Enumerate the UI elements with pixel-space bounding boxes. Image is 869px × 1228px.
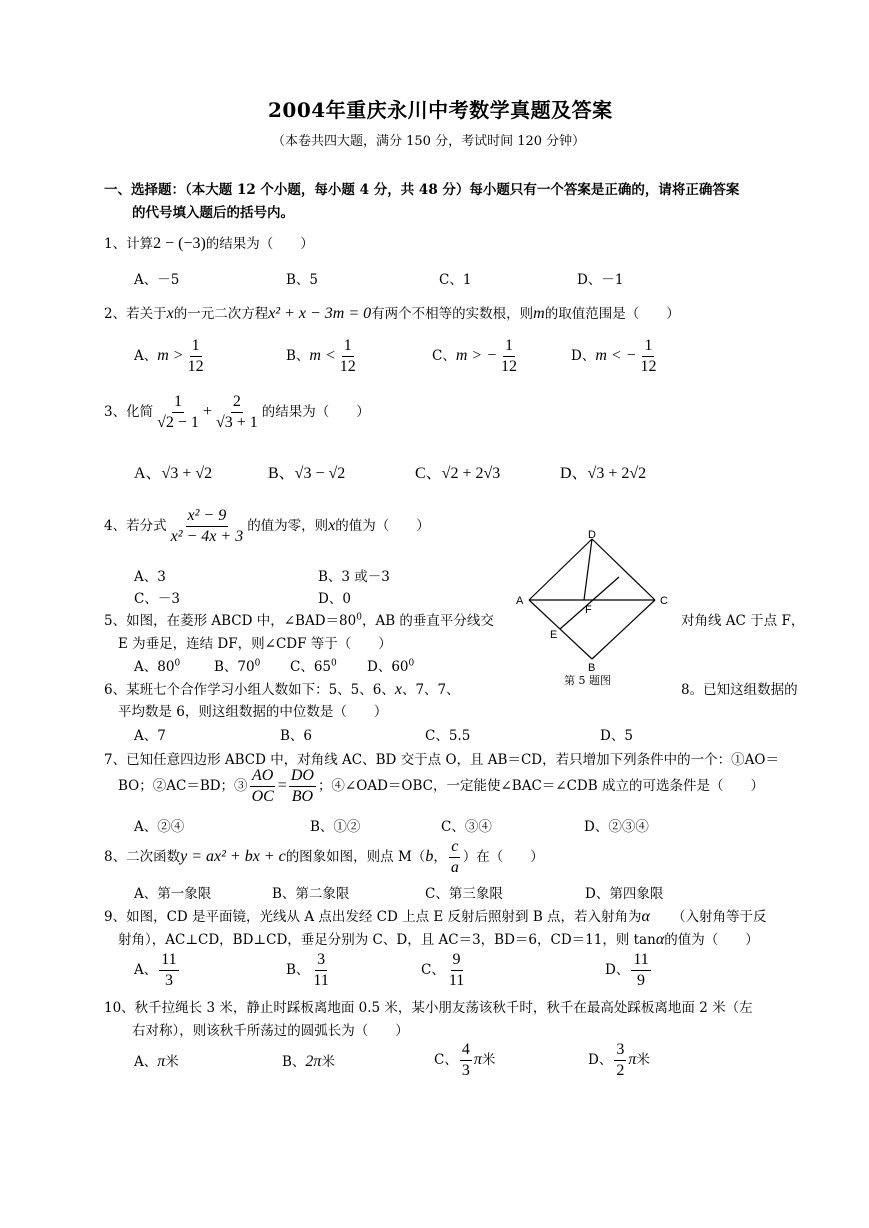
q4-numerator: x² − 9 <box>186 506 229 527</box>
q10d-expr: π <box>628 1051 637 1068</box>
side-cb <box>592 600 655 659</box>
q9a-numerator: 11 <box>159 950 178 971</box>
exam-subtitle: （本卷共四大题，满分 150 分，考试时间 120 分钟） <box>272 134 586 149</box>
q7-text-a: BO；②AC＝BD；③ <box>118 778 248 794</box>
q2a-relation: m > <box>157 347 184 364</box>
q3d-text: D、√3 + 2√2 <box>560 465 647 482</box>
q9-option-c <box>421 950 468 991</box>
q4-prefix: 4、若分式 <box>104 518 167 534</box>
q9-alpha-2: α <box>655 931 665 948</box>
q9d-label: D、 <box>605 962 630 978</box>
question-9-line1 <box>104 905 766 926</box>
q1-option-b: B、5 <box>286 272 319 288</box>
q2-option-c <box>432 336 521 377</box>
q10b-expr: 2π <box>305 1053 322 1070</box>
q7-equals: = <box>277 777 287 794</box>
q8-middle: 的图象如图，则点 M（ <box>285 849 426 865</box>
question-8 <box>104 837 544 878</box>
q5a-text: A、80 <box>134 659 175 675</box>
q2d-relation: m < − <box>595 347 637 364</box>
label-f: F <box>585 604 592 616</box>
segment-df <box>584 539 592 600</box>
q3-option-c <box>415 460 500 483</box>
q10c-numerator: 4 <box>460 1040 472 1061</box>
q2-option-a <box>134 336 208 377</box>
question-5-line2: E 为垂足，连结 DF，则∠CDF 等于（ ） <box>118 636 392 652</box>
q7-text-b: ；④∠OAD＝OBC，一定能使∠BAC＝∠CDB 成立的可选条件是（ ） <box>317 778 764 794</box>
q3-suffix: 的结果为（ ） <box>261 404 370 420</box>
q1-suffix: 的结果为（ ） <box>205 236 314 252</box>
q10d-unit: 米 <box>636 1052 650 1068</box>
q2-text-2: 的一元二次方程 <box>173 306 269 322</box>
q4-option-a: A、3 <box>134 569 166 585</box>
q2a-denominator: 12 <box>187 358 204 375</box>
q2-var-m: m <box>533 305 545 322</box>
q7-option-b: B、①② <box>310 819 361 835</box>
figure-caption: 第 5 题图 <box>564 674 611 687</box>
label-c: C <box>660 595 668 607</box>
q8-prefix: 8、二次函数 <box>104 849 181 865</box>
q5-option-d <box>367 655 414 675</box>
q6-var-x: x <box>394 681 402 698</box>
q9b-label: B、 <box>286 962 310 978</box>
q8-suffix: ）在（ ） <box>462 849 544 865</box>
q2-text-1: 2、若关于 <box>104 306 167 322</box>
q1-option-c: C、1 <box>439 272 472 288</box>
q6-option-b: B、6 <box>280 728 313 744</box>
q2b-numerator: 1 <box>342 336 354 357</box>
q10-option-d <box>588 1040 650 1081</box>
q7-option-a: A、②④ <box>134 819 185 835</box>
q4-suffix-1: 的值为零，则 <box>247 518 329 534</box>
q8-numerator: c <box>449 837 460 858</box>
q10d-numerator: 3 <box>614 1040 626 1061</box>
q10a-unit: 米 <box>165 1054 179 1070</box>
question-10-line1: 10、秋千拉绳长 3 米，静止时踩板离地面 0.5 米，某小朋友荡该秋千时，秋千在最高处踩板离地面 2 米（左 <box>104 1000 753 1016</box>
q3-prefix: 3、化简 <box>104 404 154 420</box>
section-heading-line2: 的代号填入题后的括号内。 <box>132 205 294 221</box>
q4-option-c: C、－3 <box>134 591 180 607</box>
question-1 <box>104 232 314 253</box>
page-title: 2004年重庆永川中考数学真题及答案 <box>268 98 613 122</box>
q10b-unit: 米 <box>321 1054 335 1070</box>
q3-option-a <box>134 460 212 483</box>
q9-option-d <box>605 950 653 991</box>
q3b-text: B、√3 − √2 <box>268 465 346 482</box>
q2b-label: B、 <box>286 348 310 364</box>
q6-text-b: 、7、7、 <box>401 682 460 698</box>
q2c-numerator: 1 <box>503 336 515 357</box>
q4-option-d: D、0 <box>318 591 351 607</box>
label-e: E <box>550 629 558 641</box>
q6-line1-cont: 8。已知这组数据的 <box>681 682 798 698</box>
q10d-denominator: 2 <box>616 1062 625 1079</box>
q7-option-c: C、③④ <box>441 819 492 835</box>
q3-option-b <box>268 460 345 483</box>
rhombus-figure <box>508 526 688 691</box>
q10-option-b <box>282 1050 335 1071</box>
question-2 <box>104 302 680 323</box>
q2b-denominator: 12 <box>339 358 356 375</box>
q8-denominator: a <box>450 859 459 876</box>
q2c-denominator: 12 <box>501 358 517 375</box>
q3-frac2-denominator: √3 + 1 <box>215 414 258 431</box>
q2d-label: D、 <box>571 348 596 364</box>
question-10-line2: 右对称），则该秋千所荡过的圆弧长为（ ） <box>132 1023 409 1039</box>
q9-text-b: （入射角等于反 <box>671 909 767 925</box>
q5d-text: D、60 <box>367 659 409 675</box>
q1-option-a: A、－5 <box>134 272 180 288</box>
q2-var-x: x <box>166 305 174 322</box>
q3-frac1-numerator: 1 <box>172 392 184 413</box>
q9b-numerator: 3 <box>315 950 327 971</box>
q8-var-b: b <box>425 848 434 865</box>
q3a-text: A、√3 + √2 <box>134 465 213 482</box>
q5c-text: C、65 <box>290 659 332 675</box>
q7-frac1-denominator: OC <box>251 788 274 805</box>
q5d-degree: 0 <box>408 658 415 669</box>
q10-option-a <box>134 1050 179 1071</box>
question-7-line1: 7、已知任意四边形 ABCD 中，对角线 AC、BD 交于点 O，且 AB＝CD，若只增加下列条件中的一个：①AO＝ <box>104 752 779 768</box>
q9c-numerator: 9 <box>451 950 463 971</box>
q3-frac2-numerator: 2 <box>231 392 243 413</box>
q3c-text: C、√2 + 2√3 <box>415 465 501 482</box>
q5-degree: 0 <box>356 612 362 623</box>
q1-expression: 2 − (−3) <box>153 235 206 252</box>
q4-suffix-2: 的值为（ ） <box>335 518 430 534</box>
q6-option-d: D、5 <box>600 728 633 744</box>
q5-option-a <box>134 655 180 675</box>
label-b: B <box>588 662 596 674</box>
q10-option-c <box>434 1040 495 1081</box>
side-dc <box>592 539 655 600</box>
q5a-degree: 0 <box>174 658 181 669</box>
perpendicular-bisector <box>560 577 619 629</box>
q9d-denominator: 9 <box>637 972 646 989</box>
q5-option-c <box>290 655 337 675</box>
q5-line1-cont: 对角线 AC 于点 F， <box>681 613 805 629</box>
q6-option-c: C、5.5 <box>425 728 471 744</box>
q10c-unit: 米 <box>481 1052 496 1068</box>
question-3 <box>104 392 370 433</box>
q9c-denominator: 11 <box>448 972 465 989</box>
q2d-denominator: 12 <box>640 358 657 375</box>
q2-text-4: 的取值范围是（ ） <box>544 306 680 322</box>
q10b-label: B、 <box>282 1054 306 1070</box>
q10d-label: D、 <box>588 1052 613 1068</box>
q2d-numerator: 1 <box>642 336 654 357</box>
q5b-text: B、70 <box>214 659 255 675</box>
q2-equation: x² + x − 3m = 0 <box>268 305 372 322</box>
q2-option-d <box>571 336 660 377</box>
q3-frac1-denominator: √2 − 1 <box>157 414 199 431</box>
label-d: D <box>588 529 596 541</box>
q7-frac2-numerator: DO <box>289 766 316 787</box>
q9-text-c: 射角），AC⊥CD，BD⊥CD，垂足分别为 C、D，且 AC＝3，BD＝6，CD＝11，则 tan <box>118 932 656 948</box>
label-a: A <box>516 595 524 607</box>
q8-option-c: C、第三象限 <box>425 886 503 902</box>
q7-frac1-numerator: AO <box>250 766 275 787</box>
q5b-degree: 0 <box>254 658 261 669</box>
question-5-line1 <box>104 609 494 629</box>
q2-text-3: 有两个不相等的实数根，则 <box>371 306 534 322</box>
q3-plus: + <box>202 403 212 420</box>
q5-text-b: ，AB 的垂直平分线交 <box>361 613 494 629</box>
q10a-label: A、 <box>134 1054 158 1070</box>
q9a-label: A、 <box>134 962 158 978</box>
q2a-numerator: 1 <box>190 336 202 357</box>
q2b-relation: m < <box>309 347 336 364</box>
q8-equation: y = ax² + bx + c <box>180 848 286 865</box>
q2a-label: A、 <box>134 348 158 364</box>
q10c-denominator: 3 <box>461 1062 470 1079</box>
q4-denominator: x² − 4x + 3 <box>170 528 244 545</box>
q5-option-b <box>214 655 260 675</box>
q9-text-a: 9、如图，CD 是平面镜，光线从 A 点出发经 CD 上点 E 反射后照射到 B 点，若入射角为 <box>104 909 642 925</box>
question-6-line1 <box>104 678 460 699</box>
q3-option-d <box>560 460 646 483</box>
q9b-denominator: 11 <box>313 972 329 989</box>
q9a-denominator: 3 <box>164 972 173 989</box>
section-heading-line1: 一、选择题：（本大题 12 个小题，每小题 4 分，共 48 分）每小题只有一个答案是正确的，请将正确答案 <box>104 182 740 198</box>
q9-option-b <box>286 950 333 991</box>
q4-option-b: B、3 或－3 <box>318 569 390 585</box>
q4-var-x: x <box>328 517 336 534</box>
q5c-degree: 0 <box>331 658 337 669</box>
q7-option-d: D、②③④ <box>584 819 649 835</box>
q10a-expr: π <box>157 1053 166 1070</box>
q10c-label: C、 <box>434 1052 458 1068</box>
q2c-label: C、 <box>432 348 456 364</box>
q9-alpha: α <box>641 908 650 925</box>
q7-frac2-denominator: BO <box>291 788 314 805</box>
q5-text-a: 5、如图，在菱形 ABCD 中，∠BAD＝80 <box>104 613 357 629</box>
q8-comma: ， <box>433 849 447 865</box>
q8-option-b: B、第二象限 <box>272 886 350 902</box>
q9-text-d: 的值为（ ） <box>664 932 759 948</box>
question-6-line2: 平均数是 6，则这组数据的中位数是（ ） <box>118 704 388 720</box>
q2c-relation: m > − <box>455 347 497 364</box>
q6-option-a: A、7 <box>134 728 166 744</box>
q9c-label: C、 <box>421 962 445 978</box>
q2-option-b <box>286 336 360 377</box>
q8-option-a: A、第一象限 <box>134 886 212 902</box>
question-4 <box>104 506 430 547</box>
q10c-expr: π <box>473 1051 482 1068</box>
q1-prefix: 1、计算 <box>104 236 154 252</box>
question-7-line2 <box>118 766 764 807</box>
side-ad <box>529 539 592 600</box>
q8-option-d: D、第四象限 <box>585 886 664 902</box>
q1-option-d: D、－1 <box>577 272 624 288</box>
q9d-numerator: 11 <box>631 950 650 971</box>
q6-text-a: 6、某班七个合作学习小组人数如下：5、5、6、 <box>104 682 395 698</box>
q9-option-a <box>134 950 181 991</box>
question-9-line2 <box>118 928 759 949</box>
